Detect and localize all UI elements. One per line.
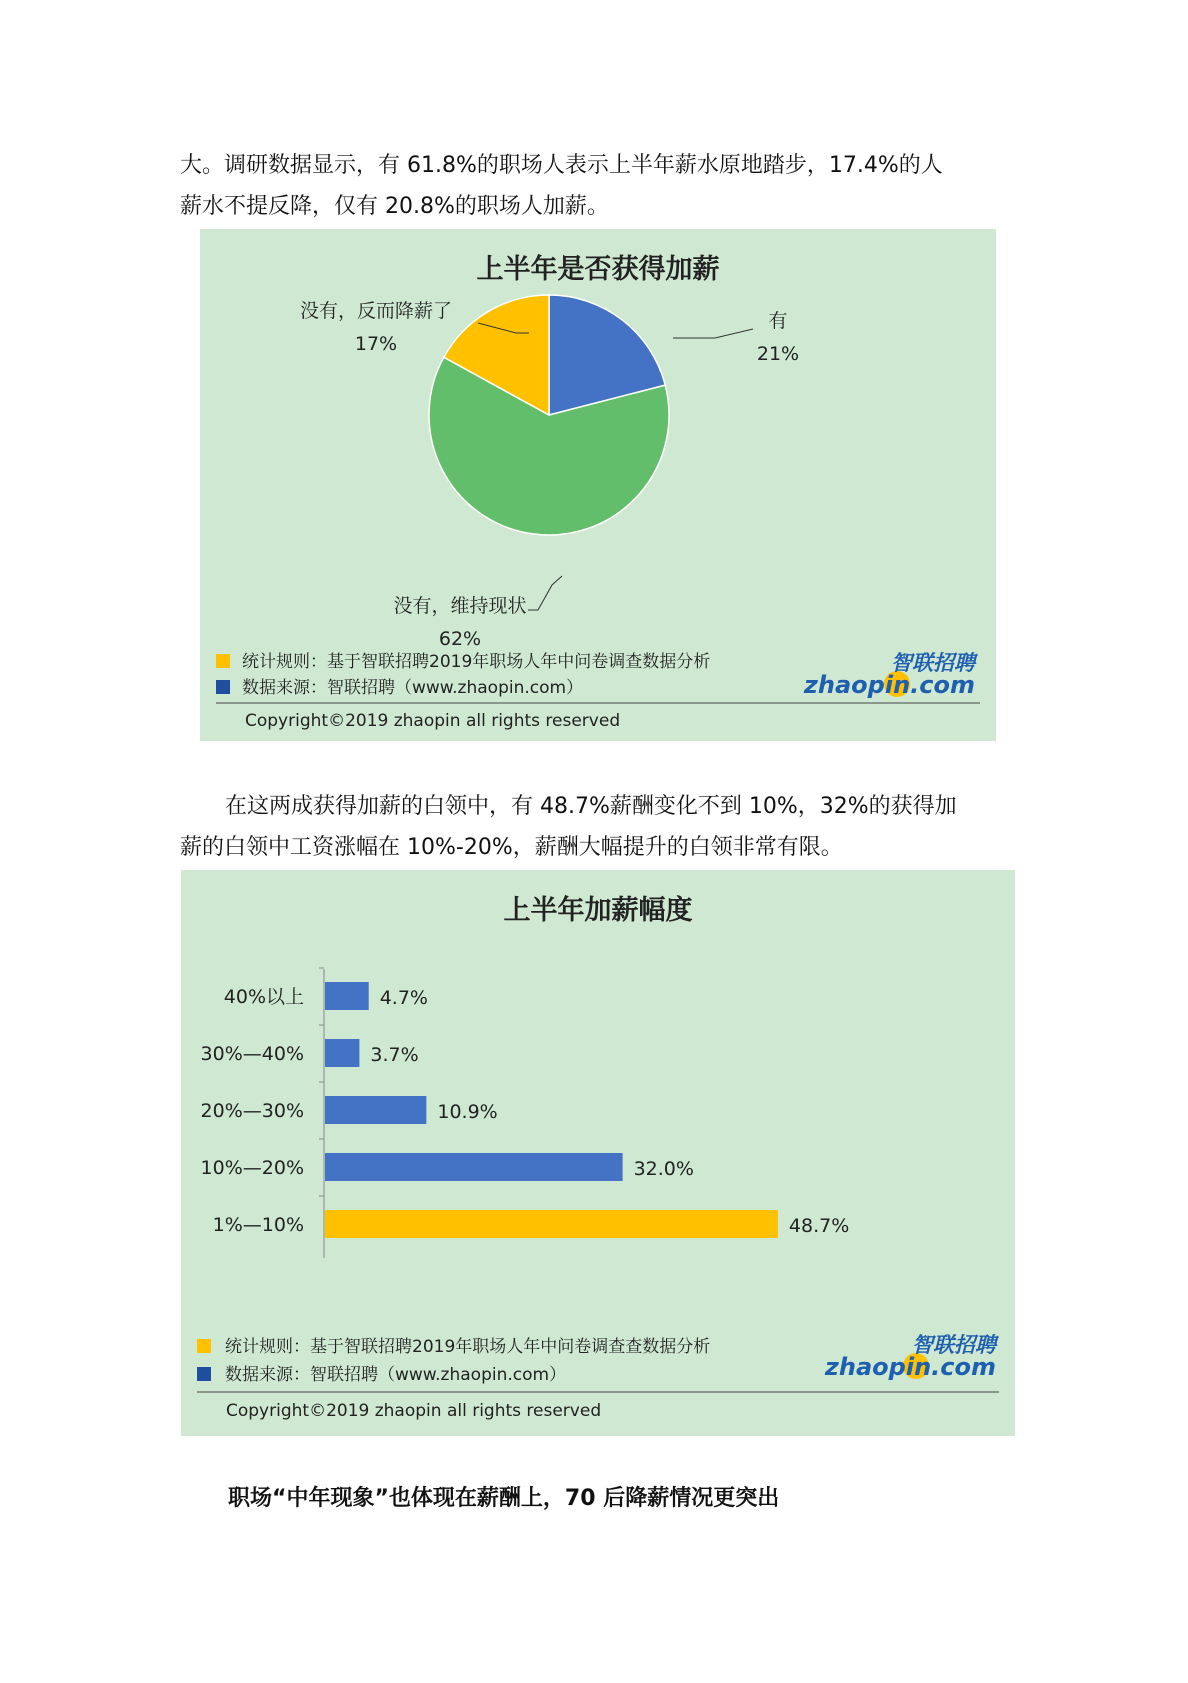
bar-category-label: 40%以上 (223, 986, 304, 1008)
paragraph-line: 薪的白领中工资涨幅在 10%-20%，薪酬大幅提升的白领非常有限。 (180, 835, 843, 860)
logo-domain: zhaopin.com (803, 671, 975, 699)
pie-chart-panel (200, 229, 996, 741)
footer-rule: 统计规则：基于智联招聘2019年职场人年中问卷调查查数据分析 (225, 1337, 711, 1357)
rule-marker (197, 1339, 211, 1353)
source-marker (216, 680, 230, 694)
bar-chart (181, 870, 1015, 1436)
slice-value-raise: 21% (756, 343, 800, 365)
bar-chart-panel (181, 870, 1015, 1436)
section-heading: 职场“中年现象”也体现在薪酬上，70 后降薪情况更突出 (228, 1486, 780, 1511)
bar (325, 1153, 623, 1181)
bar-category-label: 10%—20% (200, 1157, 304, 1179)
logo-text: 智联招聘 (891, 651, 975, 675)
footer-copyright: Copyright©2019 zhaopin all rights reserved (226, 1401, 602, 1421)
footer-source: 数据来源：智联招聘（www.zhaopin.com） (242, 678, 584, 698)
detail-paragraph (180, 786, 1022, 868)
slice-label-raise: 有 (768, 310, 788, 332)
leader-line-raise (673, 329, 753, 338)
bar-value-label: 4.7% (379, 987, 428, 1009)
bar-value-label: 10.9% (437, 1101, 498, 1123)
intro-paragraph (180, 145, 1022, 227)
rule-marker (216, 654, 230, 668)
pie-chart (200, 229, 996, 741)
bar-group (201, 968, 850, 1238)
bar (325, 982, 369, 1010)
logo-text: 智联招聘 (912, 1333, 996, 1357)
leader-line-same (528, 576, 562, 610)
logo-domain: zhaopin.com (824, 1353, 996, 1381)
pie-slices (429, 295, 669, 535)
bar-category-label: 20%—30% (200, 1100, 304, 1122)
bar (325, 1039, 359, 1067)
slice-value-same: 62% (438, 628, 482, 650)
paragraph-line: 薪水不提反降，仅有 20.8%的职场人加薪。 (180, 194, 609, 219)
source-marker (197, 1367, 211, 1381)
bar-category-label: 1%—10% (212, 1214, 304, 1236)
bar-chart-title: 上半年加薪幅度 (503, 895, 693, 926)
bar-category-label: 30%—40% (200, 1043, 304, 1065)
paragraph-line: 大。调研数据显示，有 61.8%的职场人表示上半年薪水原地踏步，17.4%的人 (180, 153, 943, 178)
footer-rule: 统计规则：基于智联招聘2019年职场人年中问卷调查数据分析 (242, 652, 711, 672)
pie-chart-title: 上半年是否获得加薪 (476, 254, 720, 285)
bar (325, 1096, 426, 1124)
slice-label-same: 没有，维持现状 (393, 595, 527, 617)
bar-value-label: 3.7% (370, 1044, 419, 1066)
slice-value-cut: 17% (354, 333, 398, 355)
bar (325, 1210, 778, 1238)
bar-value-label: 32.0% (633, 1158, 694, 1180)
slice-label-cut: 没有，反而降薪了 (299, 300, 453, 322)
footer-source: 数据来源：智联招聘（www.zhaopin.com） (225, 1365, 567, 1385)
paragraph-line: 在这两成获得加薪的白领中，有 48.7%薪酬变化不到 10%，32%的获得加 (225, 794, 957, 819)
bar-value-label: 48.7% (788, 1215, 850, 1237)
footer-copyright: Copyright©2019 zhaopin all rights reserved (245, 711, 621, 731)
